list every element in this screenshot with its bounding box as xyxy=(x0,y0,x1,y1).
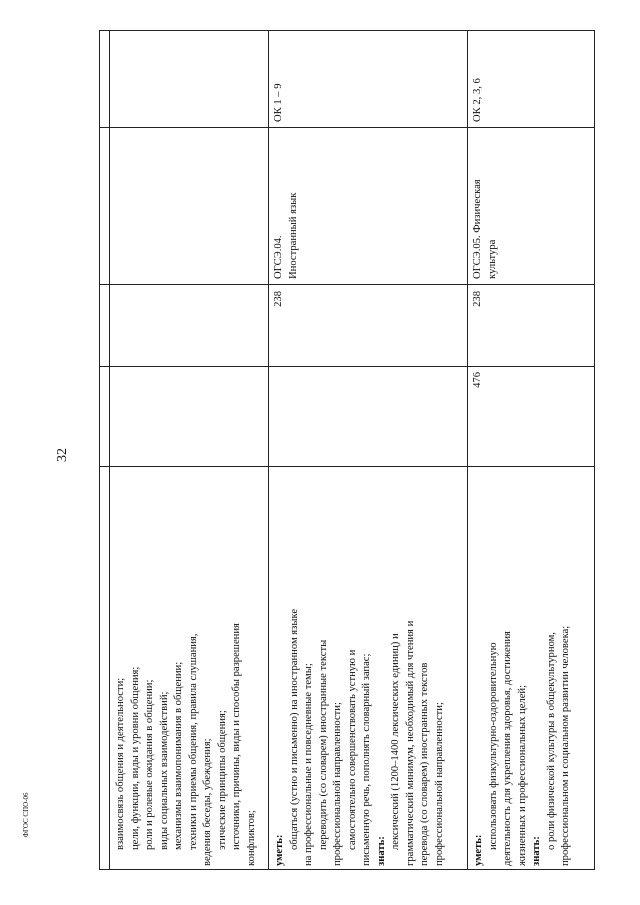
content-line: использовать физкультурно-оздоровительную xyxy=(487,642,499,850)
content-cell-3 xyxy=(468,467,594,869)
content-line: механизмы взаимопонимания в общении; xyxy=(173,661,184,850)
max-hours-cell-3 xyxy=(468,367,594,466)
content-line: профессиональной направленности; xyxy=(433,702,445,866)
discipline-cell-2 xyxy=(269,128,467,284)
section-heading: знать: xyxy=(375,836,387,866)
content-line: общаться (устно и письменно) на иностранном языке xyxy=(288,608,300,850)
content-line: переводить (со словарем) иностранные тексты xyxy=(317,639,329,850)
competency-cell-2 xyxy=(269,31,467,127)
content-line: этические принципы общения; xyxy=(216,710,228,850)
content-line: грамматический минимум, необходимый для чтения и xyxy=(404,620,416,866)
content-line: жизненных и профессиональных целей; xyxy=(516,684,528,866)
section-heading: знать: xyxy=(531,836,542,866)
content-line: письменную речь, пополнять словарный запас; xyxy=(361,653,372,866)
content-line: взаимосвязь общения и деятельности; xyxy=(115,677,126,850)
content-line: на профессиональные и повседневные темы; xyxy=(303,663,314,866)
content-text-2 xyxy=(273,470,463,866)
content-line: профессиональном и социальном развитии человека; xyxy=(560,625,571,866)
content-cell-1 xyxy=(110,467,268,869)
page-number: 32 xyxy=(55,448,70,462)
max-hours-value: 476 xyxy=(472,371,483,388)
content-line: техники и приемы общения, правила слушания, xyxy=(187,633,199,850)
content-cell-2 xyxy=(269,467,467,869)
content-line: лексический (1200–1400 лексических единиц) и xyxy=(390,633,401,850)
section-heading: уметь: xyxy=(274,834,285,866)
content-line: цели, функции, виды и уровни общения; xyxy=(129,666,141,850)
competency-cell-3 xyxy=(468,31,594,127)
discipline-cell-3 xyxy=(468,128,594,284)
content-line: перевода (со словарем) иностранных текстов xyxy=(419,662,430,866)
content-line: профессиональной направленности; xyxy=(332,702,343,866)
hours-cell-3 xyxy=(468,285,594,366)
discipline-name: ОГСЭ.04. Иностранный язык xyxy=(273,192,299,279)
content-text-3 xyxy=(472,470,590,866)
content-line: конфликтов; xyxy=(245,810,257,866)
content-line: ведения беседы, убеждения; xyxy=(202,738,213,866)
competency-codes: ОК 1 – 9 xyxy=(273,83,284,122)
section-heading: уметь: xyxy=(473,834,484,866)
content-line: роли и ролевые ожидания в общении; xyxy=(144,679,155,850)
hours-value: 238 xyxy=(273,290,284,307)
hours-value: 238 xyxy=(472,290,483,307)
content-line: самостоятельно совершенствовать устную и xyxy=(346,649,358,850)
footer-code: ФГОС СПО-06 xyxy=(22,792,30,838)
content-line: деятельность для укрепления здоровья, достижения xyxy=(502,631,513,866)
discipline-name: ОГСЭ.05. Физическая культура xyxy=(472,179,498,279)
competency-codes: ОК 2, 3, 6 xyxy=(472,78,483,122)
content-line: о роли физической культуры в общекультурном, xyxy=(545,632,557,850)
content-text-1 xyxy=(114,470,264,866)
content-line: источники, причины, виды и способы разрешения xyxy=(231,623,242,850)
hours-cell-2 xyxy=(269,285,467,366)
content-line: виды социальных взаимодействий; xyxy=(158,691,170,850)
